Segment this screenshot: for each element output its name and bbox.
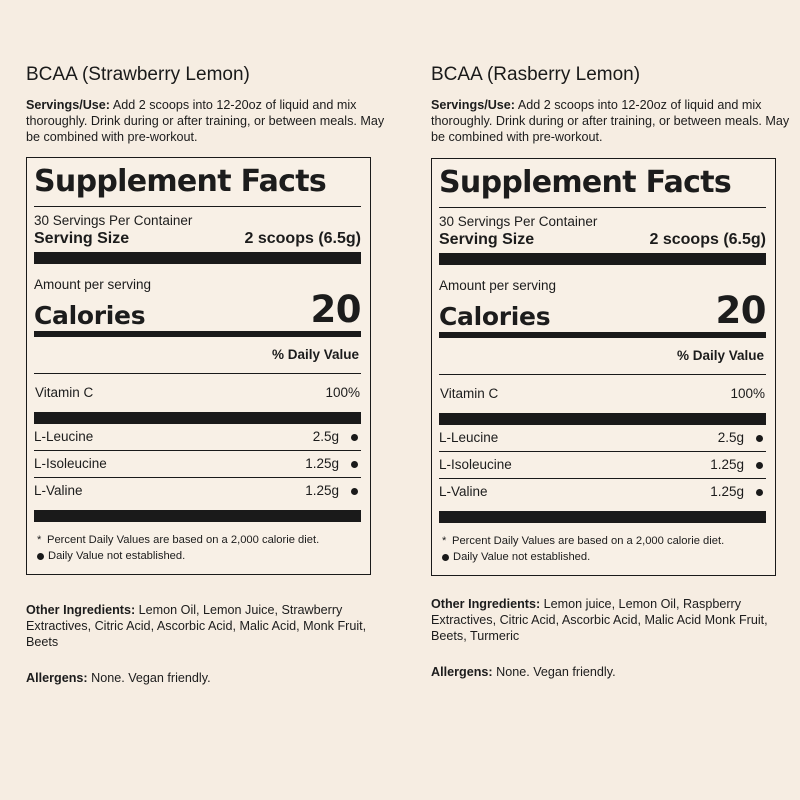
other-ingredients-label: Other Ingredients: (26, 603, 136, 617)
nutrient-amount: 2.5g (717, 430, 744, 445)
nutrient-row-leucine (439, 425, 766, 452)
nutrient-name: L-Valine (439, 484, 488, 499)
nutrient-amount: 2.5g (312, 429, 339, 444)
nutrient-list (439, 425, 766, 505)
calories-row (439, 288, 766, 332)
nutrient-list (34, 424, 361, 504)
nutrient-name: L-Valine (34, 483, 83, 498)
other-ingredients (26, 602, 386, 650)
bullet-icon (37, 553, 44, 560)
other-ingredients-text: Lemon Oil, Lemon Juice, Strawberry Extractives, Citric Acid, Ascorbic Acid, Malic Acid, Monk Fruit, Beets (26, 603, 367, 649)
calories-label: Calories (439, 302, 551, 331)
allergens-text: None. Vegan friendly. (91, 671, 211, 685)
nutrient-name: L-Leucine (439, 430, 499, 445)
serving-size-row (34, 229, 361, 249)
nutrient-row-valine (439, 479, 766, 505)
product-panel-strawberry-lemon (26, 0, 386, 686)
serving-size-value: 2 scoops (6.5g) (244, 230, 361, 247)
product-title: BCAA (Rasberry Lemon) (431, 64, 641, 85)
divider (439, 207, 766, 208)
asterisk-mark: * (37, 534, 42, 546)
other-ingredients-text: Lemon juice, Lemon Oil, Raspberry Extractives, Citric Acid, Ascorbic Acid, Malic Acid Monk Fruit, Beets, Turmeric (431, 597, 768, 643)
vitamin-label: Vitamin C (440, 386, 499, 401)
nutrient-row-valine (34, 478, 361, 504)
serving-size-label: Serving Size (439, 231, 535, 248)
bullet-icon (442, 554, 449, 561)
servings-use (431, 97, 791, 145)
nutrient-amount: 1.25g (710, 457, 744, 472)
product-panel-rasberry-lemon (431, 0, 791, 680)
nutrient-amount: 1.25g (305, 483, 339, 498)
supplement-facts-box (431, 158, 776, 576)
amount-per-serving: Amount per serving (439, 278, 557, 293)
supplement-facts-box (26, 157, 371, 575)
vitamin-row (439, 375, 766, 413)
amount-per-serving: Amount per serving (34, 277, 152, 292)
nutrient-amount: 1.25g (710, 484, 744, 499)
thick-divider (34, 510, 361, 522)
footnote-percent-dv: Percent Daily Values are based on a 2,000 calorie diet. (47, 534, 320, 546)
allergens-label: Allergens: (431, 665, 493, 679)
dv-not-established-icon (351, 488, 358, 495)
nutrient-name: L-Isoleucine (34, 456, 107, 471)
daily-value-header: % Daily Value (676, 348, 764, 363)
footnotes (34, 532, 361, 564)
thick-divider (439, 511, 766, 523)
nutrient-amount: 1.25g (305, 456, 339, 471)
servings-use-label: Servings/Use: (431, 98, 515, 112)
servings-per-container: 30 Servings Per Container (34, 213, 193, 228)
dv-not-established-icon (351, 461, 358, 468)
footnotes (439, 533, 766, 565)
dv-not-established-icon (351, 434, 358, 441)
divider (34, 206, 361, 207)
dv-not-established-icon (756, 435, 763, 442)
dv-not-established-icon (756, 462, 763, 469)
servings-use-text: Add 2 scoops into 12-20oz of liquid and mix thoroughly. Drink during or after training, or between meals. May be combined with pre-workout. (26, 98, 385, 144)
vitamin-value: 100% (730, 386, 765, 401)
asterisk-mark: * (442, 535, 447, 547)
vitamin-row (34, 374, 361, 412)
allergens (431, 664, 791, 680)
thick-divider (439, 253, 766, 265)
calories-row (34, 287, 361, 331)
servings-per-container: 30 Servings Per Container (439, 214, 598, 229)
nutrient-name: L-Isoleucine (439, 457, 512, 472)
facts-heading: Supplement Facts (34, 164, 327, 199)
thick-divider (34, 412, 361, 424)
nutrient-name: L-Leucine (34, 429, 94, 444)
calories-label: Calories (34, 301, 146, 330)
nutrient-row-isoleucine (34, 451, 361, 478)
serving-size-row (439, 230, 766, 250)
serving-size-value: 2 scoops (6.5g) (649, 231, 766, 248)
calories-value: 20 (310, 288, 361, 331)
thick-divider (34, 252, 361, 264)
footnote-dv-not-established: Daily Value not established. (48, 550, 186, 562)
vitamin-label: Vitamin C (35, 385, 94, 400)
dv-not-established-icon (756, 489, 763, 496)
daily-value-header: % Daily Value (271, 347, 359, 362)
servings-use (26, 97, 386, 145)
allergens-text: None. Vegan friendly. (496, 665, 616, 679)
facts-heading: Supplement Facts (439, 165, 732, 200)
nutrient-row-leucine (34, 424, 361, 451)
calories-value: 20 (715, 289, 766, 332)
allergens (26, 670, 386, 686)
other-ingredients-label: Other Ingredients: (431, 597, 541, 611)
allergens-label: Allergens: (26, 671, 88, 685)
thick-divider (439, 413, 766, 425)
other-ingredients (431, 596, 791, 644)
footnote-dv-not-established: Daily Value not established. (453, 551, 591, 563)
serving-size-label: Serving Size (34, 230, 130, 247)
servings-use-text: Add 2 scoops into 12-20oz of liquid and mix thoroughly. Drink during or after training, or between meals. May be combined with pre-workout. (431, 98, 790, 144)
nutrient-row-isoleucine (439, 452, 766, 479)
product-title: BCAA (Strawberry Lemon) (26, 64, 250, 85)
footnote-percent-dv: Percent Daily Values are based on a 2,000 calorie diet. (452, 535, 725, 547)
servings-use-label: Servings/Use: (26, 98, 110, 112)
vitamin-value: 100% (325, 385, 360, 400)
